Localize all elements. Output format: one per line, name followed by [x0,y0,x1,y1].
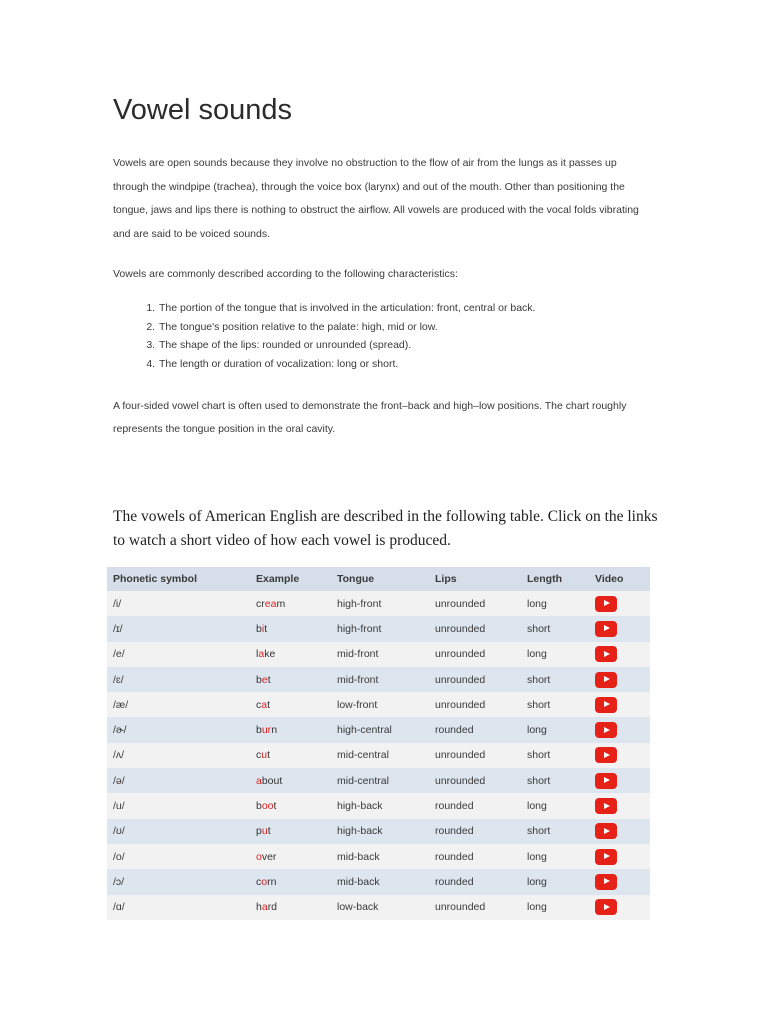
youtube-play-icon[interactable] [595,773,617,789]
cell-tongue: high-front [331,616,429,641]
cell-symbol: /ɛ/ [107,667,250,692]
cell-length: short [521,768,589,793]
cell-video [589,642,650,667]
table-row [107,616,650,641]
cell-video [589,895,650,920]
youtube-play-icon[interactable] [595,849,617,865]
cell-symbol: /ɪ/ [107,616,250,641]
youtube-play-icon[interactable] [595,697,617,713]
table-row [107,844,650,869]
cell-example [250,667,331,692]
cell-symbol: /u/ [107,793,250,818]
cell-symbol: /i/ [107,591,250,616]
table-header-row [107,567,650,591]
cell-symbol: /ɚ/ [107,717,250,742]
cell-symbol: /ʊ/ [107,819,250,844]
cell-video [589,793,650,818]
table-row [107,895,650,920]
cell-example [250,844,331,869]
list-item: 2. The tongue's position relative to the palate: high, mid or low. [158,318,653,337]
cell-tongue: mid-central [331,743,429,768]
cell-lips: rounded [429,869,521,894]
cell-symbol: /æ/ [107,692,250,717]
cell-lips: unrounded [429,591,521,616]
table-row [107,743,650,768]
table-row [107,692,650,717]
page-title: Vowel sounds [113,94,292,126]
cell-length: short [521,692,589,717]
cell-tongue: high-front [331,591,429,616]
cell-video [589,616,650,641]
youtube-play-icon[interactable] [595,747,617,763]
cell-lips: unrounded [429,895,521,920]
table-row [107,819,650,844]
header-length: Length [521,567,589,591]
cell-length: short [521,743,589,768]
table-row [107,717,650,742]
cell-video [589,844,650,869]
example-link[interactable]: bet [256,673,271,686]
cell-length: short [521,616,589,641]
table-row [107,768,650,793]
cell-lips: unrounded [429,667,521,692]
youtube-play-icon[interactable] [595,646,617,662]
cell-length: long [521,642,589,667]
youtube-play-icon[interactable] [595,899,617,915]
cell-example [250,717,331,742]
cell-symbol: /ʌ/ [107,743,250,768]
cell-length: long [521,895,589,920]
cell-tongue: mid-central [331,768,429,793]
example-link[interactable]: over [256,850,277,863]
cell-video [589,667,650,692]
table-row [107,793,650,818]
paragraph-characteristics-intro: Vowels are commonly described according to the following characteristics: [113,268,458,280]
header-tongue: Tongue [331,567,429,591]
cell-lips: rounded [429,819,521,844]
youtube-play-icon[interactable] [595,672,617,688]
characteristics-list [113,299,653,373]
table-row [107,667,650,692]
cell-length: long [521,793,589,818]
cell-video [589,591,650,616]
header-example: Example [250,567,331,591]
cell-lips: rounded [429,844,521,869]
header-symbol: Phonetic symbol [107,567,250,591]
cell-lips: rounded [429,793,521,818]
youtube-play-icon[interactable] [595,823,617,839]
paragraph-vowel-chart: A four-sided vowel chart is often used to demonstrate the front–back and high–low positions. The chart roughly represents the tongue position in the oral cavity. [113,400,627,435]
cell-example [250,591,331,616]
example-link[interactable]: lake [256,648,276,661]
cell-symbol: /ɑ/ [107,895,250,920]
youtube-play-icon[interactable] [595,596,617,612]
example-link[interactable]: cat [256,698,271,711]
cell-video [589,692,650,717]
cell-lips: unrounded [429,692,521,717]
cell-example [250,743,331,768]
youtube-play-icon[interactable] [595,874,617,890]
cell-tongue: mid-back [331,844,429,869]
cell-example [250,616,331,641]
cell-example [250,642,331,667]
cell-example [250,793,331,818]
cell-length: long [521,869,589,894]
cell-length: long [521,717,589,742]
table-body [107,591,650,920]
list-item: 4. The length or duration of vocalization: long or short. [158,355,653,374]
cell-lips: unrounded [429,642,521,667]
vowel-table [107,567,650,920]
youtube-play-icon[interactable] [595,621,617,637]
cell-symbol: /ə/ [107,768,250,793]
cell-video [589,717,650,742]
header-lips: Lips [429,567,521,591]
cell-example [250,692,331,717]
cell-tongue: mid-back [331,869,429,894]
youtube-play-icon[interactable] [595,798,617,814]
cell-lips: unrounded [429,616,521,641]
paragraph-definition: Vowels are open sounds because they involve no obstruction to the flow of air from the lungs as it passes up through the windpipe (trachea), through the voice box (larynx) and out of the mouth. Other than positioning the tongue, jaws and lips there is nothing to obstruct the airflow. All vowels are produced with the vocal folds vibrating and are said to be voiced sounds. [113,157,639,240]
cell-example [250,895,331,920]
header-video: Video [589,567,650,591]
cell-example [250,819,331,844]
cell-tongue: low-front [331,692,429,717]
cell-length: long [521,844,589,869]
cell-length: long [521,591,589,616]
cell-lips: rounded [429,717,521,742]
example-link[interactable]: cut [256,749,271,762]
example-link[interactable]: put [256,825,271,838]
cell-symbol: /o/ [107,844,250,869]
example-link[interactable]: bit [256,622,268,635]
cell-lips: unrounded [429,743,521,768]
list-item: 1. The portion of the tongue that is involved in the articulation: front, central or back. [158,299,653,318]
cell-symbol: /ɔ/ [107,869,250,894]
cell-symbol: /e/ [107,642,250,667]
cell-video [589,743,650,768]
cell-example [250,869,331,894]
cell-tongue: mid-front [331,642,429,667]
example-link[interactable]: about [256,774,283,787]
example-link[interactable]: corn [256,875,277,888]
youtube-play-icon[interactable] [595,722,617,738]
cell-length: short [521,667,589,692]
cell-video [589,869,650,894]
cell-tongue: high-central [331,717,429,742]
table-row [107,642,650,667]
example-link[interactable]: hard [256,901,278,914]
cell-example [250,768,331,793]
example-link[interactable]: boot [256,800,277,813]
list-item: 3. The shape of the lips: rounded or unrounded (spread). [158,336,653,355]
cell-length: short [521,819,589,844]
table-row [107,869,650,894]
cell-tongue: low-back [331,895,429,920]
cell-tongue: mid-front [331,667,429,692]
table-row [107,591,650,616]
cell-tongue: high-back [331,819,429,844]
example-link[interactable]: burn [256,724,278,737]
example-link[interactable]: cream [256,597,286,610]
cell-tongue: high-back [331,793,429,818]
table-intro: The vowels of American English are described in the following table. Click on the links to watch a short video of how each vowel is produced. [113,508,658,549]
cell-lips: unrounded [429,768,521,793]
cell-video [589,768,650,793]
cell-video [589,819,650,844]
